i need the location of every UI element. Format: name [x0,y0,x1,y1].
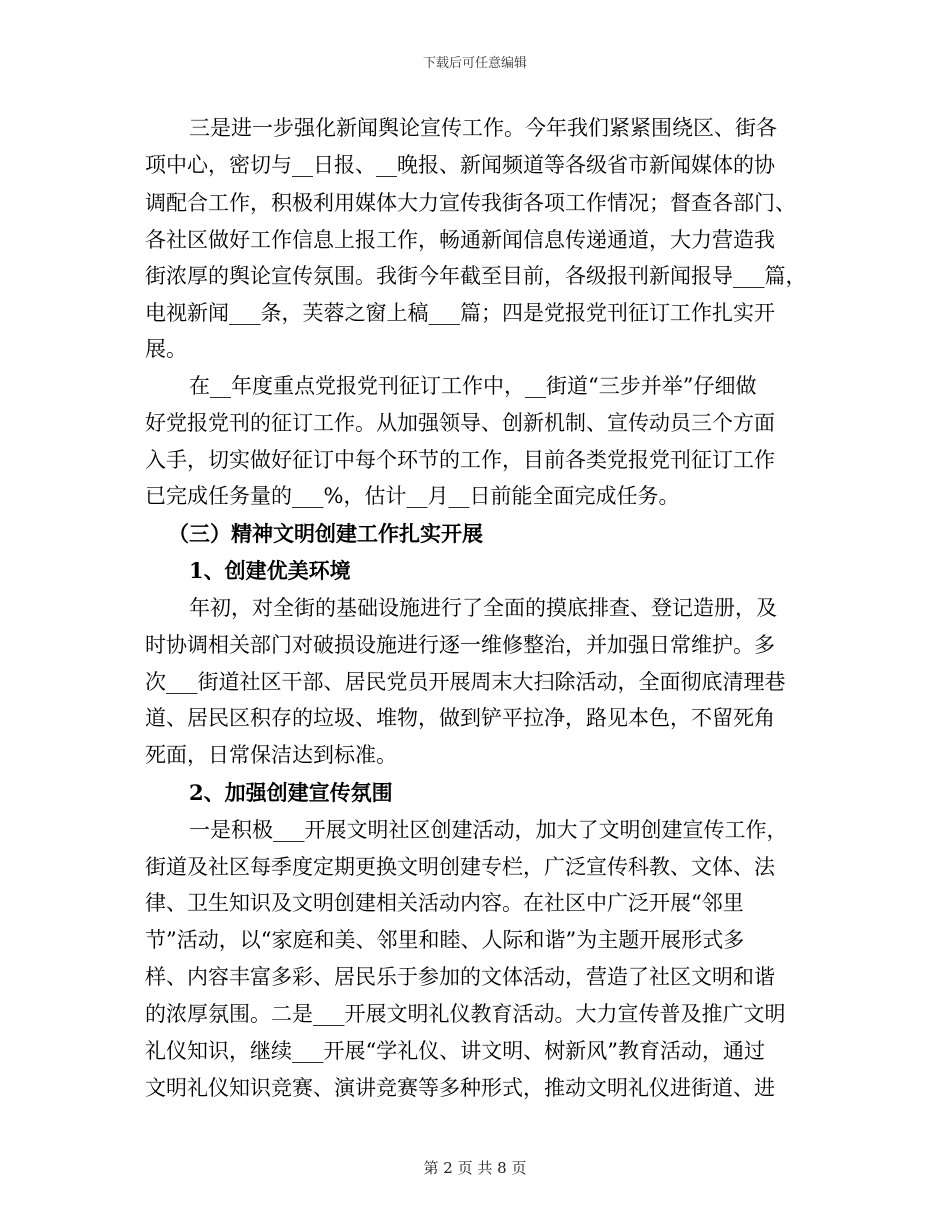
text-line: 律、卫生知识及文明创建相关活动内容。在社区中广泛开展“邻里 [145,891,744,915]
text-line: 一是积极___开展文明社区创建活动，加大了文明创建宣传工作， [189,818,788,842]
text-line: 电视新闻___条，芙蓉之窗上稿___篇；四是党报党刊征订工作扎实开 [145,301,775,325]
text-line: 调配合工作，积极利用媒体大力宣传我街各项工作情况；督查各部门、 [145,191,796,215]
text-line: 年初，对全街的基础设施进行了全面的摸底排查、登记造册，及 [189,596,777,620]
text-line: 街道及社区每季度定期更换文明创建专栏，广泛宣传科教、文体、法 [145,855,775,879]
subsection-heading: 2、加强创建宣传氛围 [189,780,393,805]
text-line: 礼仪知识，继续___开展“学礼仪、讲文明、树新风”教育活动，通过 [145,1039,765,1063]
text-line: 次___街道社区干部、居民党员开展周末大扫除活动，全面彻底清理巷 [145,670,786,694]
text-line: 入手，切实做好征订中每个环节的工作，目前各类党报党刊征订工作 [145,448,775,472]
text-line: 展。 [145,337,187,361]
page-header: 下载后可任意编辑 [422,56,527,71]
text-line: 在__年度重点党报党刊征订工作中，__街道“三步并举”仔细做 [189,374,757,398]
text-line: 文明礼仪知识竞赛、演讲竞赛等多种形式，推动文明礼仪进街道、进 [145,1076,775,1100]
text-line: 时协调相关部门对破损设施进行逐一维修整治，并加强日常维护。多 [145,633,775,657]
page-footer: 第 2 页 共 8 页 [423,1159,527,1177]
text-line: 死面，日常保洁达到标准。 [145,743,397,767]
text-line: 的浓厚氛围。二是___开展文明礼仪教育活动。大力宣传普及推广文明 [145,1002,786,1026]
text-line: 好党报党刊的征订工作。从加强领导、创新机制、宣传动员三个方面 [145,411,775,435]
subsection-heading: 1、创建优美环境 [189,558,351,583]
text-line: 项中心，密切与__日报、__晚报、新闻频道等各级省市新闻媒体的协 [145,153,775,177]
text-line: 节”活动，以“家庭和美、邻里和睦、人际和谐”为主题开展形式多 [145,928,745,952]
text-line: 各社区做好工作信息上报工作，畅通新闻信息传递通道，大力营造我 [145,228,775,252]
text-line: 样、内容丰富多彩、居民乐于参加的文体活动，营造了社区文明和谐 [145,965,775,989]
text-line: 道、居民区积存的垃圾、堆物，做到铲平拉净，路见本色，不留死角 [145,706,775,730]
text-line: 街浓厚的舆论宣传氛围。我街今年截至目前，各级报刊新闻报导___篇， [145,264,807,288]
text-line: 三是进一步强化新闻舆论宣传工作。今年我们紧紧围绕区、街各 [189,116,777,140]
text-line: 已完成任务量的___%，估计__月__日前能全面完成任务。 [145,484,680,508]
section-heading: （三）精神文明创建工作扎实开展 [168,521,483,546]
